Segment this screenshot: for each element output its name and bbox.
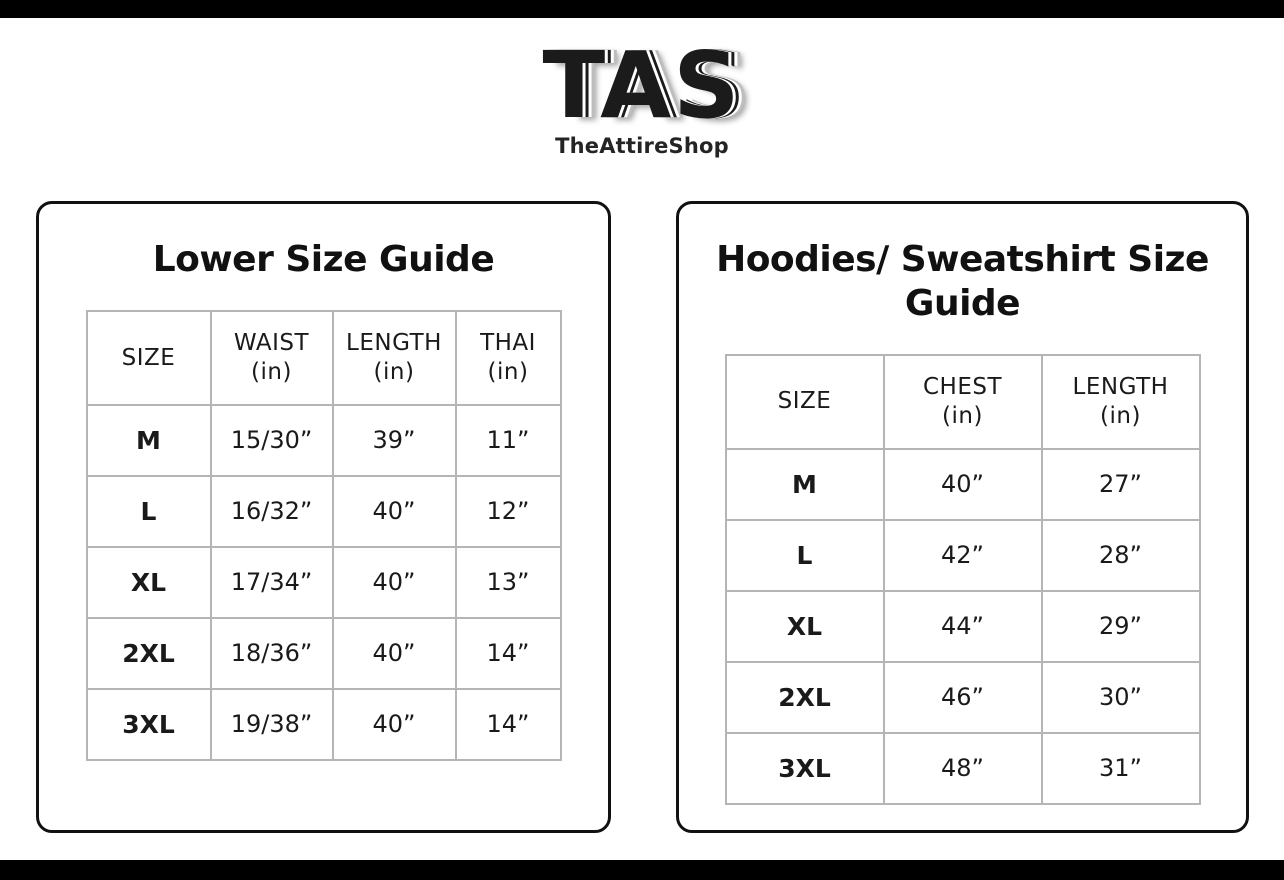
cell-thai: 13” <box>456 547 561 618</box>
cell-thai: 12” <box>456 476 561 547</box>
cell-thai: 14” <box>456 689 561 760</box>
cell-size: L <box>726 520 884 591</box>
cell-size: M <box>726 449 884 520</box>
table-row <box>87 405 561 476</box>
column-header-length: LENGTH (in) <box>1042 355 1200 449</box>
hoodie-size-guide-card <box>676 201 1249 833</box>
table-row <box>87 689 561 760</box>
cell-length: 31” <box>1042 733 1200 804</box>
column-header-size: SIZE <box>87 311 211 405</box>
table-row <box>726 449 1200 520</box>
cell-thai: 11” <box>456 405 561 476</box>
cell-length: 40” <box>333 618 456 689</box>
table-row <box>726 591 1200 662</box>
hoodie-size-guide-title: Hoodies/ Sweatshirt Size Guide <box>716 239 1209 324</box>
cell-size: 2XL <box>87 618 211 689</box>
cell-length: 40” <box>333 689 456 760</box>
table-row <box>87 547 561 618</box>
cell-size: XL <box>87 547 211 618</box>
cell-length: 30” <box>1042 662 1200 733</box>
column-header-size: SIZE <box>726 355 884 449</box>
column-header-waist: WAIST (in) <box>211 311 333 405</box>
white-canvas <box>0 18 1284 860</box>
table-header-row <box>726 355 1200 449</box>
cell-chest: 44” <box>884 591 1042 662</box>
table-row <box>726 733 1200 804</box>
cell-waist: 16/32” <box>211 476 333 547</box>
cell-waist: 18/36” <box>211 618 333 689</box>
hoodie-size-table <box>725 354 1201 805</box>
column-header-chest: CHEST (in) <box>884 355 1042 449</box>
cell-length: 39” <box>333 405 456 476</box>
cell-length: 27” <box>1042 449 1200 520</box>
cell-waist: 19/38” <box>211 689 333 760</box>
table-row <box>726 520 1200 591</box>
table-row <box>726 662 1200 733</box>
cell-chest: 48” <box>884 733 1042 804</box>
lower-size-table <box>86 310 562 761</box>
cell-chest: 42” <box>884 520 1042 591</box>
cell-size: XL <box>726 591 884 662</box>
column-header-length: LENGTH (in) <box>333 311 456 405</box>
table-header-row <box>87 311 561 405</box>
cell-length: 40” <box>333 547 456 618</box>
cell-size: M <box>87 405 211 476</box>
logo-wordmark: TAS <box>542 32 742 139</box>
cell-thai: 14” <box>456 618 561 689</box>
brand-logo <box>0 32 1284 158</box>
cell-waist: 17/34” <box>211 547 333 618</box>
cell-chest: 40” <box>884 449 1042 520</box>
column-header-thai: THAI (in) <box>456 311 561 405</box>
table-row <box>87 476 561 547</box>
cell-length: 29” <box>1042 591 1200 662</box>
cell-size: L <box>87 476 211 547</box>
cell-size: 3XL <box>726 733 884 804</box>
cell-size: 2XL <box>726 662 884 733</box>
logo-subtitle: TheAttireShop <box>555 134 729 158</box>
table-row <box>87 618 561 689</box>
cell-waist: 15/30” <box>211 405 333 476</box>
lower-size-guide-title: Lower Size Guide <box>152 239 495 280</box>
cell-chest: 46” <box>884 662 1042 733</box>
cell-length: 28” <box>1042 520 1200 591</box>
cell-length: 40” <box>333 476 456 547</box>
cell-size: 3XL <box>87 689 211 760</box>
lower-size-guide-card <box>36 201 611 833</box>
